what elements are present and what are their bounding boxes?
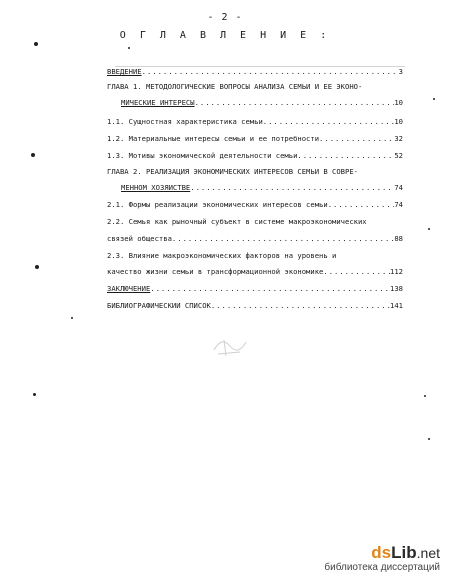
page-number: - 2 - <box>207 12 243 23</box>
site-watermark <box>324 544 440 574</box>
toc-entry-page: 112 <box>390 268 403 276</box>
toc-leader-dots <box>142 68 399 77</box>
toc-entry-title: ЗАКЛЮЧЕНИЕ <box>107 285 151 293</box>
scan-speck <box>428 438 430 440</box>
toc-section-2-3-heading: 2.3. Влияние макроэкономических факторов на уровень и <box>107 252 337 260</box>
toc-leader-dots <box>150 285 390 294</box>
toc-entry-title: ВВЕДЕНИЕ <box>107 68 142 76</box>
toc-leader-dots <box>211 302 390 311</box>
toc-entry-page: 10 <box>394 99 403 107</box>
toc-entry-title: БИБЛИОГРАФИЧЕСКИЙ СПИСОК <box>107 302 211 310</box>
toc-section-2-1 <box>107 201 403 210</box>
watermark-logo <box>324 544 440 562</box>
toc-section-2-3 <box>107 268 403 277</box>
table-of-contents <box>107 68 403 318</box>
toc-entry-page: 3 <box>398 68 403 76</box>
toc-entry-page: 52 <box>394 152 403 160</box>
toc-leader-dots <box>263 118 395 127</box>
toc-section-1-1 <box>107 118 403 127</box>
toc-leader-dots <box>195 99 395 108</box>
toc-chapter-2 <box>107 184 403 193</box>
toc-entry-bibliography <box>107 302 403 311</box>
toc-leader-dots <box>319 135 394 144</box>
toc-entry-title: 2.1. Формы реализации экономических интересов семьи <box>107 201 328 209</box>
toc-section-1-2 <box>107 135 403 144</box>
scan-speck <box>428 228 430 230</box>
toc-heading: О Г Л А В Л Е Н И Е : <box>119 30 331 41</box>
toc-leader-dots <box>297 152 394 161</box>
toc-section-2-2-heading: 2.2. Семья как рыночный субъект в системе макроэкономических <box>107 218 367 226</box>
toc-leader-dots <box>328 201 395 210</box>
toc-section-2-2 <box>107 235 403 244</box>
toc-entry-page: 74 <box>394 201 403 209</box>
toc-entry-title: 1.2. Материальные интересы семьи и ее потребности <box>107 135 320 143</box>
toc-entry-title: МИЧЕСКИЕ ИНТЕРЕСЫ <box>121 99 195 107</box>
toc-leader-dots <box>190 184 394 193</box>
toc-chapter-2-heading: ГЛАВА 2. РЕАЛИЗАЦИЯ ЭКОНОМИЧЕСКИХ ИНТЕРЕСОВ СЕМЬИ В СОВРЕ- <box>107 168 358 176</box>
toc-entry-title: 1.3. Мотивы экономической деятельности семьи <box>107 152 298 160</box>
scan-speck <box>71 317 73 319</box>
toc-leader-dots <box>172 235 394 244</box>
toc-entry-conclusion <box>107 285 403 294</box>
watermark-subtitle: библиотека диссертаций <box>324 562 440 573</box>
toc-entry-intro <box>107 68 403 77</box>
toc-entry-title: 1.1. Сущностная характеристика семьи <box>107 118 263 126</box>
toc-entry-page: 141 <box>390 302 403 310</box>
toc-entry-title: МЕННОМ ХОЗЯЙСТВЕ <box>121 184 191 192</box>
watermark-logo-lib: Lib <box>391 543 417 562</box>
toc-entry-title: связей общества <box>107 235 172 243</box>
watermark-logo-net: .net <box>416 545 440 561</box>
faint-stamp-mark <box>210 330 258 360</box>
scan-speck <box>34 42 38 46</box>
toc-entry-page: 138 <box>390 285 403 293</box>
scan-speck <box>31 153 35 157</box>
toc-section-1-3 <box>107 152 403 161</box>
scan-speck <box>128 47 130 49</box>
scan-artifact-line <box>115 66 405 67</box>
scan-speck <box>35 265 39 269</box>
toc-entry-page: 74 <box>394 184 403 192</box>
toc-entry-page: 88 <box>394 235 403 243</box>
toc-entry-page: 10 <box>394 118 403 126</box>
scan-speck <box>424 395 426 397</box>
watermark-logo-ds: ds <box>371 543 392 562</box>
scan-speck <box>433 98 435 100</box>
scan-speck <box>33 393 36 396</box>
toc-entry-title: качество жизни семьи в трансформационной экономике <box>107 268 324 276</box>
toc-entry-page: 32 <box>394 135 403 143</box>
toc-chapter-1-heading: ГЛАВА 1. МЕТОДОЛОГИЧЕСКИЕ ВОПРОСЫ АНАЛИЗА СЕМЬИ И ЕЕ ЭКОНО- <box>107 83 363 91</box>
toc-chapter-1 <box>107 99 403 108</box>
toc-leader-dots <box>323 268 390 277</box>
